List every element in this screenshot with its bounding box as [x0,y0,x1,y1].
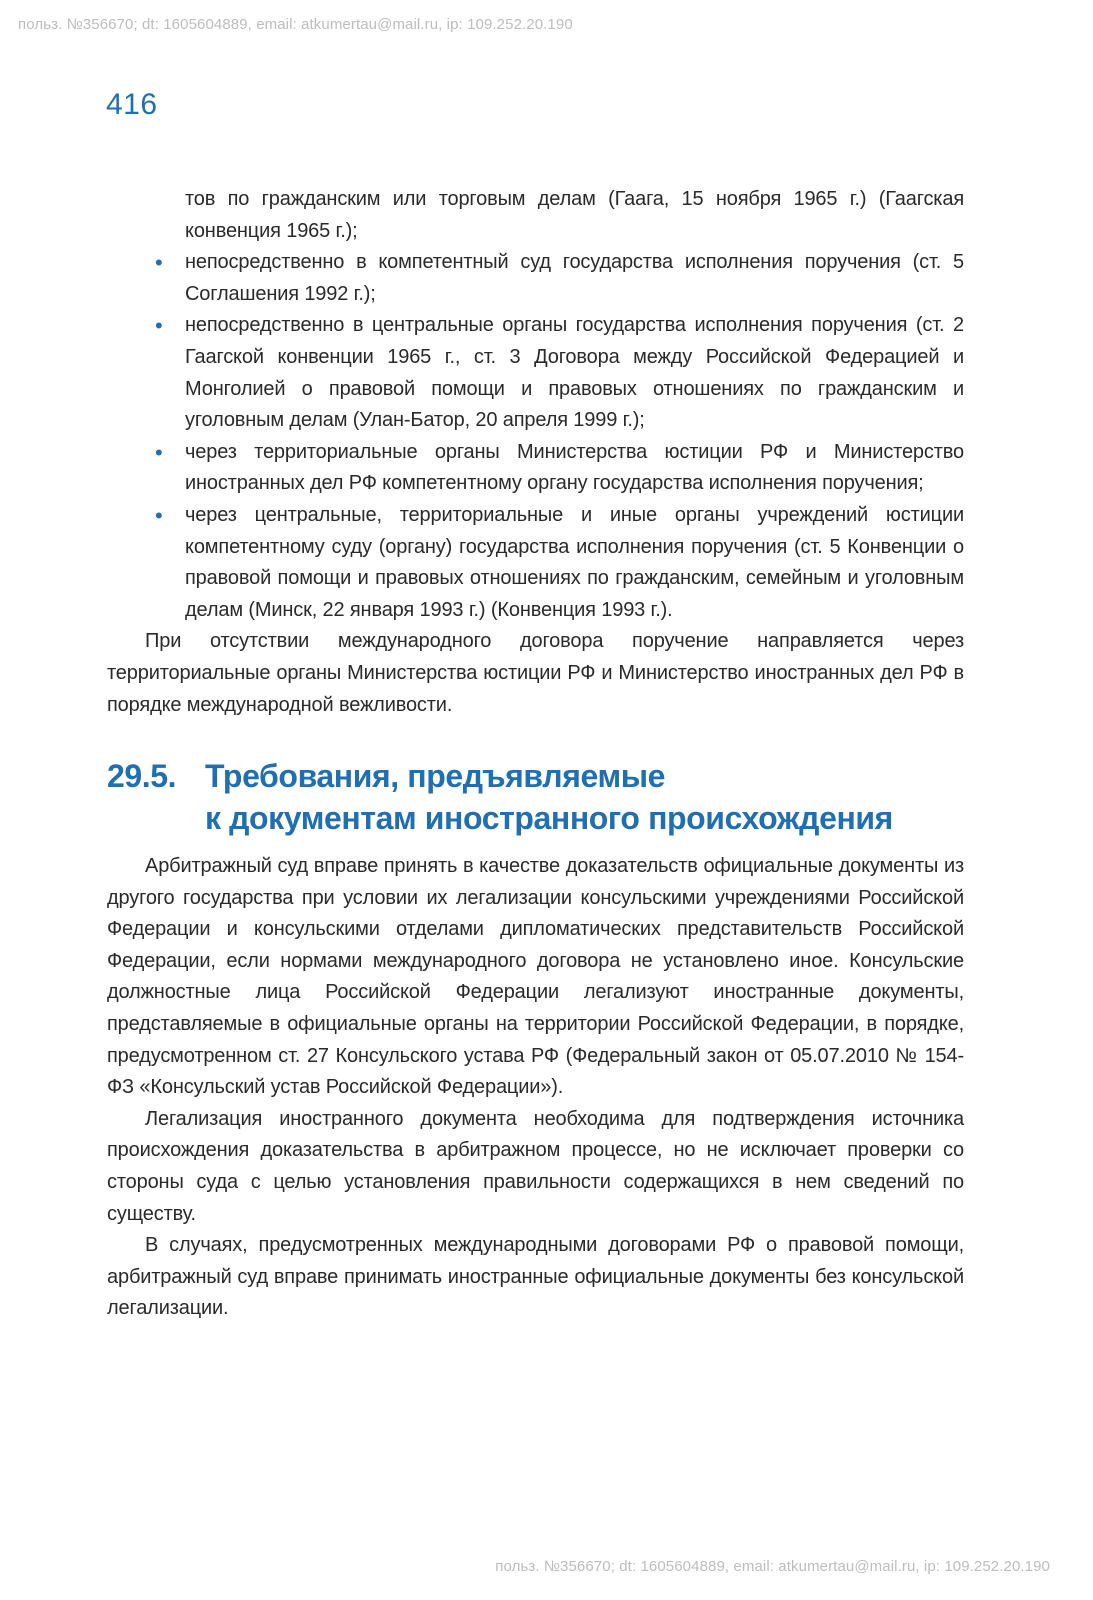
bullet-dot-icon: • [155,502,163,528]
section-paragraph-3: В случаях, предусмотренных международными договорами РФ о правовой помощи, арбитражный суд вправе принимать иностранные официальные документы без консульской легализации. [107,1234,964,1320]
section-heading [107,755,964,839]
section-title-line-2: к документам иностранного происхождения [205,800,893,837]
bullet-item [155,247,964,310]
paragraph-after-list: При отсутствии международного договора поручение направляется через территориальные органы Министерства юстиции РФ и Министерство иностранных дел РФ в порядке международной вежливости. [107,630,964,716]
section-paragraph-1: Арбитражный суд вправе принять в качестве доказательств официальные документы из другого государства при условии их легализации консульскими учреждениями Российской Федерации и консульскими отделами дипломатических представительств Российской Федерации, если нормами международного договора не установлено иное. Консульские должностные лица Российской Федерации легализуют иностранные документы, представляемые в официальные органы на территории Российской Федерации, в порядке, предусмотренном ст. 27 Консульского устава РФ (Федеральный закон от 05.07.2010 № 154-ФЗ «Консульский устав Российской Федерации»). [107,855,964,1099]
continuation-paragraph: тов по гражданским или торговым делам (Гаага, 15 ноября 1965 г.) (Гаагская конвенция 1965 г.); [185,188,964,242]
bullet-item-text: непосредственно в компетентный суд государства исполнения поручения (ст. 5 Соглашения 1992 г.); [185,251,964,305]
bullet-item [155,500,964,626]
text-column [107,184,964,1325]
page-number: 416 [106,88,158,121]
bullet-item-text: через территориальные органы Министерства юстиции РФ и Министерство иностранных дел РФ компетентному органу государства исполнения поручения; [185,440,964,495]
watermark-top: польз. №356670; dt: 1605604889, email: atkumertau@mail.ru, ip: 109.252.20.190 [18,16,573,33]
bullet-item [155,310,964,436]
watermark-bottom: польз. №356670; dt: 1605604889, email: atkumertau@mail.ru, ip: 109.252.20.190 [495,1558,1050,1575]
bullet-item [155,437,964,500]
bullet-item-text: через центральные, территориальные и иные органы учреждений юстиции компетентному суду (органу) государства исполнения поручения (ст. 5 Конвенции о правовой помощи и правовых отношениях по гражданским, семейным и уголовным делам (Минск, 22 января 1993 г.) (Конвенция 1993 г.). [185,503,964,621]
bullet-dot-icon: • [155,439,163,465]
section-number: 29.5. [107,758,177,795]
bullet-dot-icon: • [155,250,163,276]
bullet-item-text: непосредственно в центральные органы государства исполнения поручения (ст. 2 Гаагской конвенции 1965 г., ст. 3 Договора между Российской Федерацией и Монголией о правовой помощи и правовых отношениях по гражданским и уголовным делам (Улан-Батор, 20 апреля 1999 г.); [185,314,964,432]
section-paragraph-2: Легализация иностранного документа необходима для подтверждения источника происхождения доказательства в арбитражном процессе, но не исключает проверки со стороны суда с целью установления правильности содержащихся в нем сведений по существу. [107,1107,964,1225]
bullet-dot-icon: • [155,313,163,339]
section-title-line-1: Требования, предъявляемые [205,758,666,795]
bullet-list [107,247,964,626]
section-title [205,755,964,839]
